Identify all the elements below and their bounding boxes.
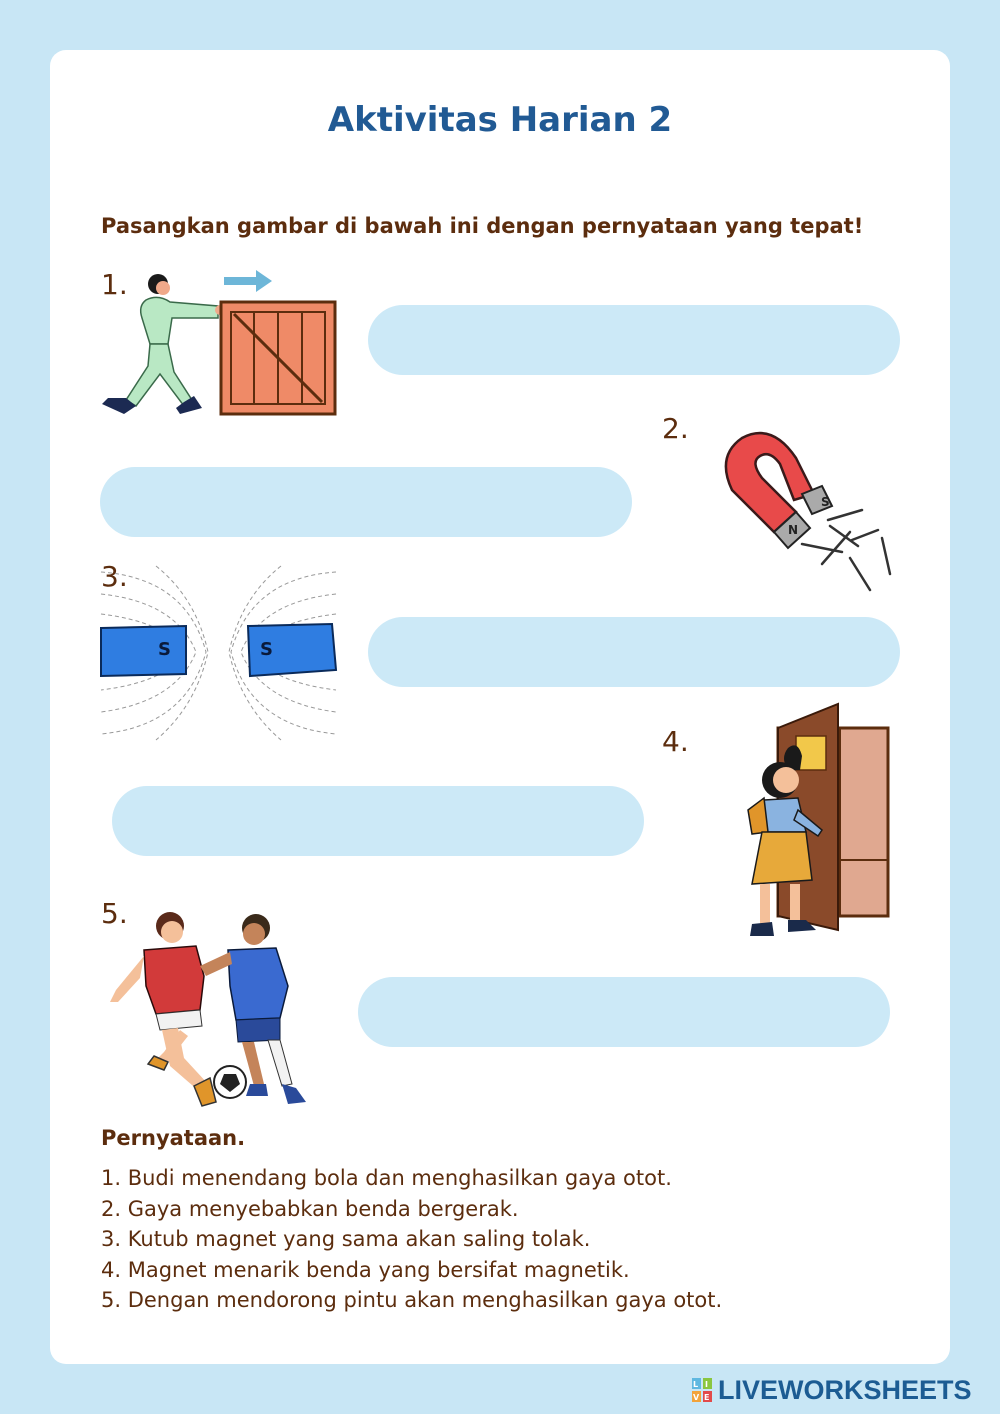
item-number-5: 5.	[101, 897, 128, 930]
answer-box-3[interactable]	[368, 617, 900, 687]
logo-letter-v: V	[693, 1393, 700, 1402]
statement-item: 5. Dengan mendorong pintu akan menghasilkan gaya otot.	[101, 1288, 723, 1312]
horseshoe-magnet-icon	[702, 402, 912, 602]
girl-pushing-door-icon	[740, 700, 892, 942]
item-number-1: 1.	[101, 268, 128, 301]
item-number-3: 3.	[101, 560, 128, 593]
statement-item: 3. Kutub magnet yang sama akan saling tolak.	[101, 1227, 591, 1251]
liveworksheets-logo-icon	[692, 1378, 712, 1402]
logo-letter-l: L	[693, 1380, 699, 1389]
statement-item: 1. Budi menendang bola dan menghasilkan gaya otot.	[101, 1166, 672, 1190]
item-number-4: 4.	[662, 725, 689, 758]
statements-title: Pernyataan.	[101, 1126, 246, 1150]
magnet-pole-s: S	[821, 495, 830, 509]
answer-box-2[interactable]	[100, 467, 632, 537]
logo-letter-i: I	[705, 1380, 708, 1389]
answer-box-4[interactable]	[112, 786, 644, 856]
footer-brand[interactable]: LIVEWORKSHEETS	[718, 1374, 972, 1405]
magnet-pole-left: S	[158, 639, 171, 660]
answer-box-1[interactable]	[368, 305, 900, 375]
item-number-2: 2.	[662, 412, 689, 445]
liveworksheets-logo	[692, 1374, 972, 1406]
logo-letter-e: E	[704, 1393, 710, 1402]
answer-box-5[interactable]	[358, 977, 890, 1047]
magnet-pole-right: S	[260, 639, 273, 660]
magnet-pole-n: N	[788, 523, 799, 537]
football-players-icon	[104, 906, 314, 1112]
page-title: Aktivitas Harian 2	[327, 100, 673, 140]
repelling-magnets-icon	[96, 558, 341, 748]
instruction-text: Pasangkan gambar di bawah ini dengan pernyataan yang tepat!	[101, 214, 864, 238]
pushing-box-icon	[96, 262, 341, 422]
statement-item: 4. Magnet menarik benda yang bersifat magnetik.	[101, 1257, 630, 1282]
statements-list	[101, 1163, 722, 1316]
statement-item: 2. Gaya menyebabkan benda bergerak.	[101, 1196, 519, 1221]
